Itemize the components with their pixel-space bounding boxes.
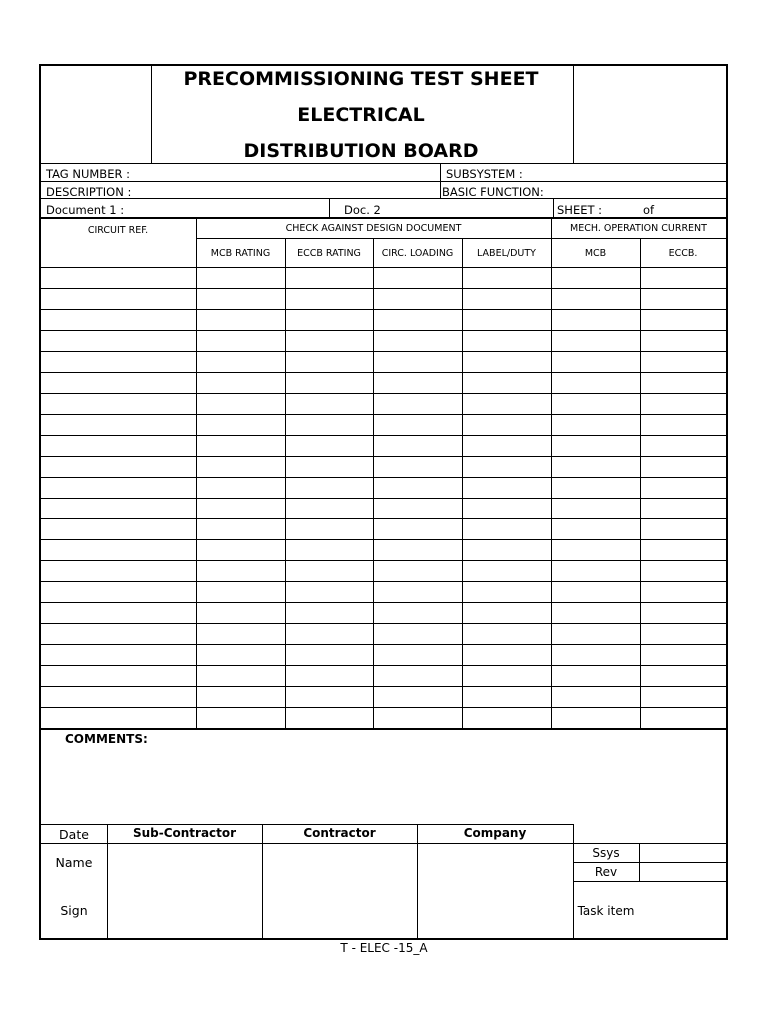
task-item-label: Task item — [577, 904, 635, 918]
company-label: Company — [463, 826, 527, 840]
table-row — [41, 581, 726, 582]
sheet-of-label: of — [643, 203, 655, 217]
signoff-div-3 — [417, 824, 418, 940]
col-label-duty: LABEL/DUTY — [477, 248, 536, 259]
col-mcb: MCB — [584, 248, 607, 259]
col-eccb-rating: ECCB RATING — [297, 248, 361, 259]
table-row — [41, 665, 726, 666]
table-row — [41, 686, 726, 687]
basic-function-label: BASIC FUNCTION: — [442, 185, 544, 199]
table-row — [41, 644, 726, 645]
table-row — [41, 623, 726, 624]
table-row — [41, 477, 726, 478]
subsystem-label: SUBSYSTEM : — [446, 167, 523, 181]
check-design-header: CHECK AGAINST DESIGN DOCUMENT — [285, 223, 462, 234]
mech-operation-header: MECH. OPERATION CURRENT — [570, 223, 707, 234]
table-column-line — [373, 238, 374, 728]
ssys-rev-divider — [639, 843, 640, 881]
table-row — [41, 309, 726, 310]
doc-divider-2 — [553, 198, 554, 217]
sheet-label: SHEET : — [557, 203, 603, 217]
table-row — [41, 372, 726, 373]
description-label: DESCRIPTION : — [46, 185, 132, 199]
rev-bottom-line — [573, 881, 726, 882]
table-row — [41, 560, 726, 561]
ssys-label: Ssys — [592, 846, 620, 860]
tag-number-label: TAG NUMBER : — [46, 167, 130, 181]
table-column-line — [196, 217, 197, 728]
rev-label: Rev — [594, 865, 618, 879]
table-column-line — [640, 238, 641, 728]
signoff-div-4 — [573, 824, 574, 940]
title-line-2: ELECTRICAL — [297, 104, 425, 126]
date-label: Date — [59, 827, 89, 842]
title-line-1: PRECOMMISSIONING TEST SHEET — [183, 68, 539, 90]
name-label: Name — [55, 855, 93, 870]
title-line-3: DISTRIBUTION BOARD — [243, 140, 479, 162]
info-line-1 — [41, 181, 726, 182]
col-mcb-rating: MCB RATING — [210, 248, 271, 259]
comments-label: COMMENTS: — [65, 732, 148, 746]
table-row — [41, 414, 726, 415]
doc2-label: Doc. 2 — [344, 203, 381, 217]
ssys-bottom-line — [573, 862, 726, 863]
header-bottom-line — [41, 163, 726, 164]
table-column-line — [551, 217, 552, 728]
ssys-top-line — [573, 843, 726, 844]
circuit-ref-header: CIRCUIT REF. — [87, 225, 149, 236]
table-row — [41, 351, 726, 352]
table-header-bottom-line — [41, 267, 726, 268]
table-top-line — [41, 217, 726, 219]
table-row — [41, 330, 726, 331]
form-code-footer: T - ELEC -15_A — [340, 941, 428, 955]
header-divider-right — [573, 66, 574, 164]
subheader-line — [196, 238, 726, 239]
table-row — [41, 518, 726, 519]
table-row — [41, 498, 726, 499]
signoff-div-1 — [107, 824, 108, 940]
table-row — [41, 435, 726, 436]
table-row — [41, 707, 726, 708]
table-column-line — [285, 238, 286, 728]
signoff-div-2 — [262, 824, 263, 940]
document1-label: Document 1 : — [46, 203, 125, 217]
table-row — [41, 539, 726, 540]
sign-label: Sign — [60, 903, 88, 918]
table-row — [41, 288, 726, 289]
table-column-line — [462, 238, 463, 728]
contractor-label: Contractor — [303, 826, 376, 840]
table-row — [41, 602, 726, 603]
signoff-top-line — [41, 824, 573, 825]
test-sheet-form — [39, 64, 728, 940]
sub-contractor-label: Sub-Contractor — [132, 826, 237, 840]
comments-top-line — [41, 728, 726, 730]
table-row — [41, 456, 726, 457]
col-eccb: ECCB. — [668, 248, 698, 259]
info-line-2 — [41, 198, 726, 199]
table-row — [41, 393, 726, 394]
doc-divider-1 — [329, 198, 330, 217]
col-circ-loading: CIRC. LOADING — [381, 248, 454, 259]
signoff-header-line — [41, 843, 573, 844]
